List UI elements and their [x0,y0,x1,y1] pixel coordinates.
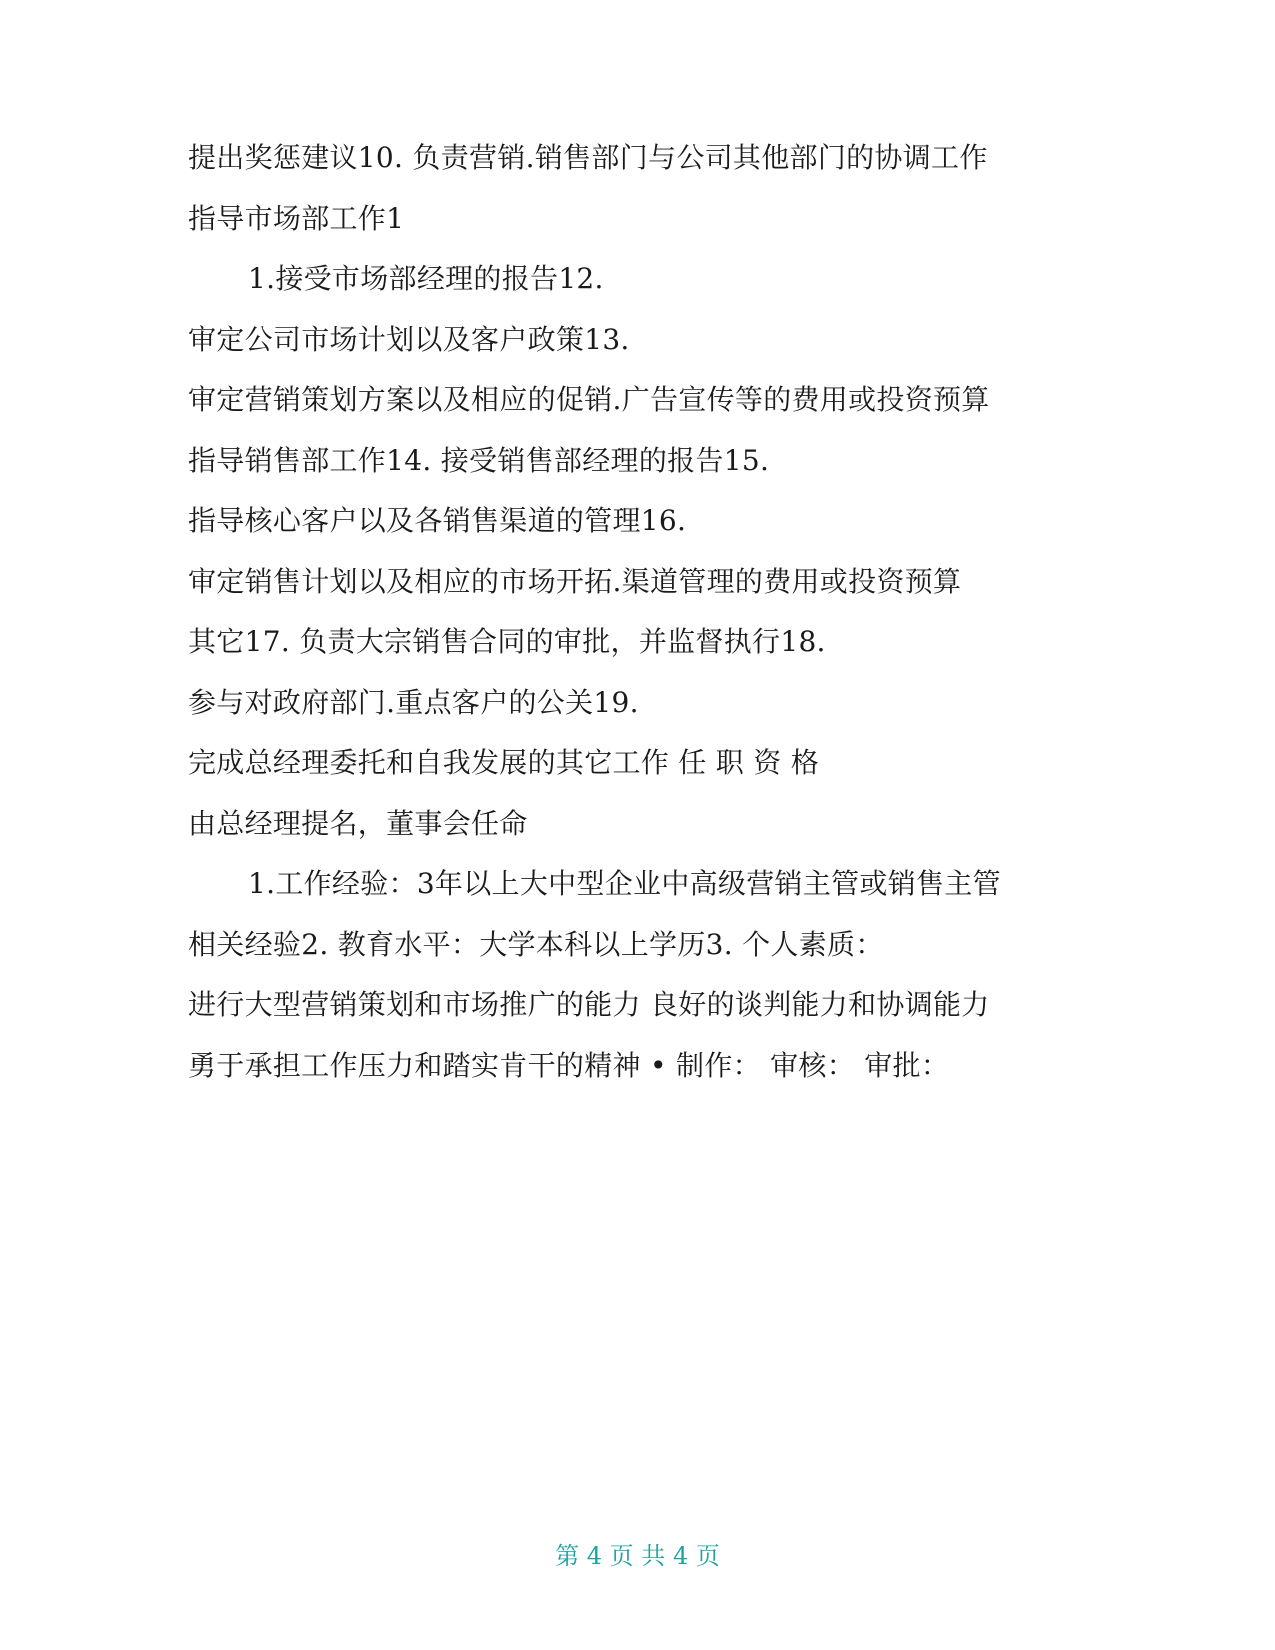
text-line-1: 提出奖惩建议10. 负责营销.销售部门与公司其他部门的协调工作 [188,141,988,174]
text-line-10: 参与对政府部门.重点客户的公关19. [188,685,639,719]
text-line-16: 勇于承担工作压力和踏实肯干的精神 • 制作： 审核： 审批： [188,1048,950,1082]
text-line-5: 审定营销策划方案以及相应的促销.广告宣传等的费用或投资预算 [188,383,990,416]
text-line-7: 指导核心客户以及各销售渠道的管理16. [188,504,687,537]
document-body [188,143,1088,1111]
text-line-13: 1.工作经验：3年以上大中型企业中高级营销主管或销售主管 [248,867,1001,900]
text-line-8: 审定销售计划以及相应的市场开拓.渠道管理的费用或投资预算 [188,564,962,598]
text-line-14: 相关经验2. 教育水平：大学本科以上学历3. 个人素质： [188,927,884,961]
text-line-15: 进行大型营销策划和市场推广的能力 良好的谈判能力和协调能力 [188,988,990,1021]
text-line-3: 1.接受市场部经理的报告12. [248,262,604,295]
text-line-6: 指导销售部工作14. 接受销售部经理的报告15. [188,443,770,477]
text-line-9: 其它17. 负责大宗销售合同的审批，并监督执行18. [188,625,826,658]
text-line-2: 指导市场部工作1 [188,201,405,235]
text-line-11: 完成总经理委托和自我发展的其它工作 任 职 资 格 [188,746,820,779]
text-line-12: 由总经理提名，董事会任命 [188,806,528,840]
text-line-4: 审定公司市场计划以及客户政策13. [188,322,630,356]
page-footer-label: 第 4 页 共 4 页 [555,1542,720,1570]
